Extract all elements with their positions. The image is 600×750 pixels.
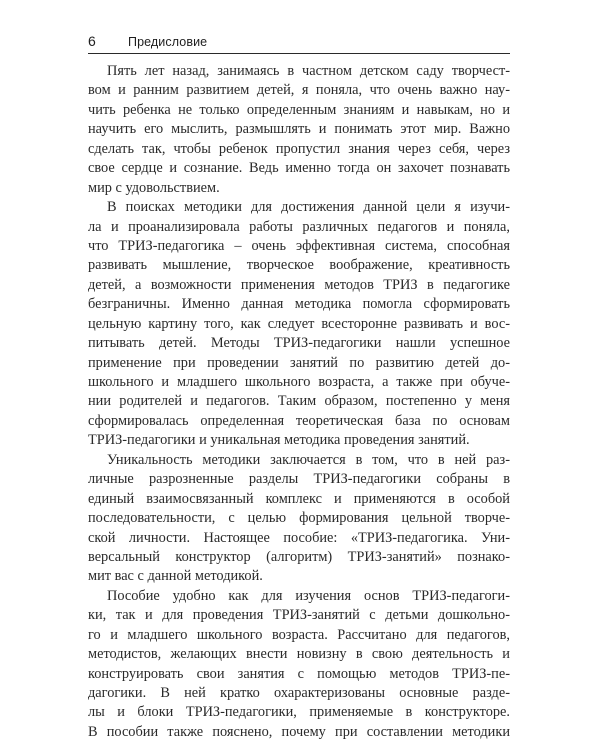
text-line: ской личности. Настоящее пособие: «ТРИЗ-педагогика. Уни- [88,529,510,546]
page-number: 6 [88,33,96,49]
text-line: питывать детей. Методы ТРИЗ-педагогики нашли успешное [88,335,510,352]
text-line: цельную картину того, как следует всесторонне развивать и вос- [88,315,510,332]
text-line: вом и ранним развитием детей, я поняла, что очень важно нау- [88,82,510,99]
text-line: детей, а возможности применения методов ТРИЗ в педагогике [88,276,510,293]
text-line: единый взаимосвязанный комплекс и применяются в особой [88,490,510,507]
paragraph-4 [88,587,510,743]
text-line: развивать мышление, творческое воображение, креативность [88,257,510,274]
paragraph-1 [88,62,510,198]
text-line: применение при проведении занятий по развитию детей до- [88,354,510,371]
text-line: что ТРИЗ-педагогика – очень эффективная система, способная [88,237,510,254]
text-line: безграничны. Именно данная методика помогла сформировать [88,296,510,313]
text-line: лы и блоки ТРИЗ-педагогики, применяемые в конструкторе. [88,704,510,721]
text-line: В пособии также пояснено, почему при составлении методики [88,723,510,740]
text-line: мир с удовольствием. [88,179,220,196]
text-line: личные разрозненные разделы ТРИЗ-педагогики собраны в [88,471,510,488]
text-line: дагогики. В ней кратко охарактеризованы основные разде- [88,685,510,701]
page-header [88,28,510,54]
text-line: чить ребенка не только определенным знаниям и навыкам, но и [88,101,510,118]
text-line: нии родителей и педагогов. Таким образом, постепенно у меня [88,393,510,410]
text-line: мит вас с данной методикой. [88,568,263,585]
text-line: го и младшего школьного возраста. Рассчитано для педагогов, [88,626,510,643]
paragraph-3 [88,451,510,587]
text-line: свое сердце и сознание. Ведь именно тогда он захочет познавать [88,160,510,177]
text-line: Уникальность методики заключается в том, что в ней раз- [107,451,510,468]
text-line: В поисках методики для достижения данной цели я изучи- [107,199,510,216]
text-line: последовательности, с целью формирования цельной творче- [88,510,510,527]
text-line: Пособие удобно как для изучения основ ТРИЗ-педагоги- [107,587,510,604]
text-line: конструировать свои занятия с помощью методов ТРИЗ-пе- [88,665,510,682]
text-line: сделать так, чтобы ребенок пропустил знания через себя, через [88,140,510,157]
text-line: методистов, желающих внести новизну в свою деятельность и [88,646,510,663]
text-line: научить его мыслить, размышлять и понимать этот мир. Важно [88,121,510,138]
text-line: школьного и младшего школьного возраста, а также при обуче- [88,374,510,390]
text-line: ТРИЗ-педагогики и уникальная методика проведения занятий. [88,432,470,449]
text-line: версальный конструктор (алгоритм) ТРИЗ-занятий» познако- [88,548,510,565]
paragraph-2 [88,198,510,451]
text-line: сформировалась определенная теоретическая база по основам [88,412,510,429]
body-text [88,62,510,742]
text-line: ла и проанализировала работы различных педагогов и поняла, [88,218,510,235]
text-line: ки, так и для проведения ТРИЗ-занятий с детьми дошкольно- [88,607,510,624]
running-title: Предисловие [128,35,208,49]
text-line: Пять лет назад, занимаясь в частном детском саду творчест- [107,63,510,79]
